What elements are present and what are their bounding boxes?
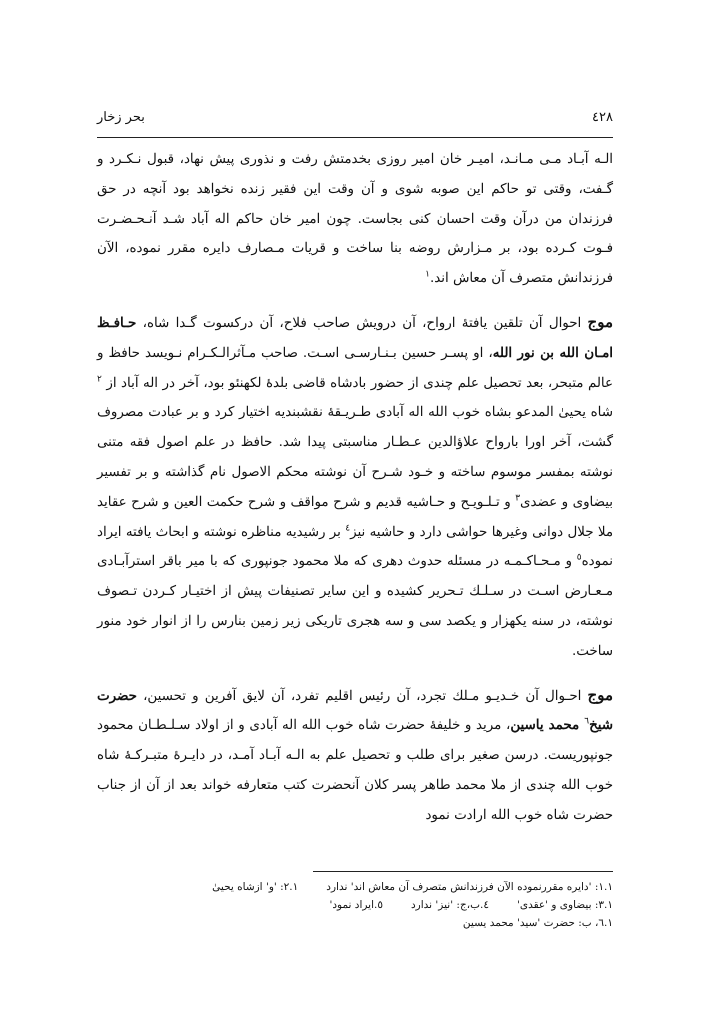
footnote-ref-4: ٤: [345, 523, 351, 534]
paragraph-3: [97, 681, 613, 831]
person-title-hazrat-shaikh: حضرت شیخ: [97, 687, 613, 734]
footnote-5: ٥.ایراد نمود': [329, 899, 383, 911]
footnote-row-2: [97, 896, 613, 914]
footnote-ref-5: ٥: [576, 552, 582, 563]
page-header: [97, 110, 613, 134]
header-rule: [97, 137, 613, 138]
footnote-2: ٢.١: 'و' ازشاه یحییٰ: [212, 881, 299, 893]
footnote-ref-2: ٢: [97, 374, 102, 385]
footnote-ref-6: ٦: [584, 716, 590, 727]
footnote-ref-1: ١: [425, 269, 430, 280]
paragraph-1: [97, 145, 613, 294]
footnote-row-1: [97, 878, 613, 896]
footnote-rule: [313, 871, 613, 872]
page-number: ٤٢٨: [592, 110, 613, 125]
footnote-row-3: [97, 914, 613, 932]
paragraph-2-text-d: و تـلـویـح و حـاشیه قدیم و شرح مواقف و شرح حکمت العین و شرح عقاید ملا جلال دوانی وغیرها حواشی دارد و حاشیه نیز: [97, 494, 613, 540]
paragraph-2-text-f: و مـحـاکـمـه در مسئله حدوث دهری که ملا محمود جونپوری که با میر باقر استرآبـادی مـعـارض اسـت در سـلـك تـحریر کشیده و این سایر تصنیفات پیش از اختیـار کـردن تـصوف نوشته، در سنه یکهزار و یکصد سی و سه هجری تاریکی زیر زمین بنارس را از انوار خود منور ساخت.: [97, 554, 613, 659]
paragraph-2-text-c: شاه یحییٰ المدعو بشاه خوب الله اله آبادی طـریـقهٔ نقشبندیه اختیار کرد و بر عبادت مصروف گشت، آخر اورا بارواح علاؤالدین عـطـار مناسبتی پیدا شد. حافظ در علم اصول فقه متنی نوشته بمفسر موسوم ساخته و خـود شـرح آن نوشته محکم الاصول نام گذاشته و بر تفسیر بیضاوی و عضدی: [97, 405, 613, 510]
person-name-muhammad-yasin: محمد یاسین: [510, 717, 585, 734]
footnote-3: ٣.١: بیضاوی و 'عقدی': [516, 899, 613, 911]
paragraph-3-text-b: ، مرید و خلیفهٔ حضرت شاه خوب الله اله آبادی و از اولاد سـلـطـان محمود جونپوریست. درسن صغیر برای طلب و تحصیل علم به الـه آبـاد آمـد، در دایـرهٔ متبـرکـهٔ شاه خوب الله چندی از ملا محمد طاهر پسر کلان آنحضرت کتب متعارفه خواند بعد از آن از جناب حضرت شاه خوب الله ارادت نمود: [97, 718, 613, 823]
footnote-1: ١.١: 'دایره مقررنموده الآن فرزندانش متصرف آن معاش اند' ندارد: [326, 881, 613, 893]
running-title: بحر زخار: [97, 110, 145, 125]
footnote-4: ٤.ب،ج: 'نیز' ندارد: [410, 899, 489, 911]
paragraph-2: [97, 308, 613, 667]
paragraph-3-text-a: احـوال آن خـدیـو مـلك تجرد، آن رئیس اقلیم تفرد، آن لایق آفرین و تحسین،: [136, 688, 588, 704]
body-text: [97, 145, 613, 831]
footnote-6: ٦.١، ب: حضرت 'سید' محمد یسین: [462, 917, 613, 929]
footnotes: [97, 878, 613, 932]
person-name-hafiz-amanullah: حـافـظ امـان الله بن نور الله: [97, 314, 614, 361]
paragraph-2-text-b: ، او پسـر حسین بـنـارسـی اسـت. صاحب مـآثرالـکـرام نـویسد حافظ و عالم متبحر، بعد تحصیل علم چندی از حضور بادشاه قاضی بلدهٔ لکهنئو بود، آخر در اله آباد از: [97, 345, 613, 391]
footnote-ref-3: ٣: [515, 493, 521, 504]
paragraph-2-text-a: احوال آن تلقین یافتهٔ ارواح، آن درویش صاحب فلاح، آن درکسوت گـدا شاه،: [136, 315, 588, 331]
mauj-keyword: موج: [587, 312, 613, 331]
paragraph-1-text: الـه آبـاد مـی مـانـد، امیـر خان امیر روزی بخدمتش رفت و نذوری پیش نهاد، قبول نـکـرد و گـفت، وقتی تو حاکم این صوبه شوی و آن وقت این فقیر زنده نخواهد بود آنچه در حق فرزندان من درآن وقت احسان کنی بجاست. چون امیر خان حاکم اله آباد شـد آنـحـضـرت فـوت کـرده بود، بر مـزارش روضه بنا ساخت و قریات مـصارف دایره مقرر نموده، الآن فرزندانش متصرف آن معاش اند.: [97, 152, 613, 287]
paragraph-2-text-e: بر رشیدیه مناظره نوشته و ابحاث یافته ایراد نموده: [97, 524, 613, 570]
mauj-keyword-2: موج: [587, 685, 613, 704]
